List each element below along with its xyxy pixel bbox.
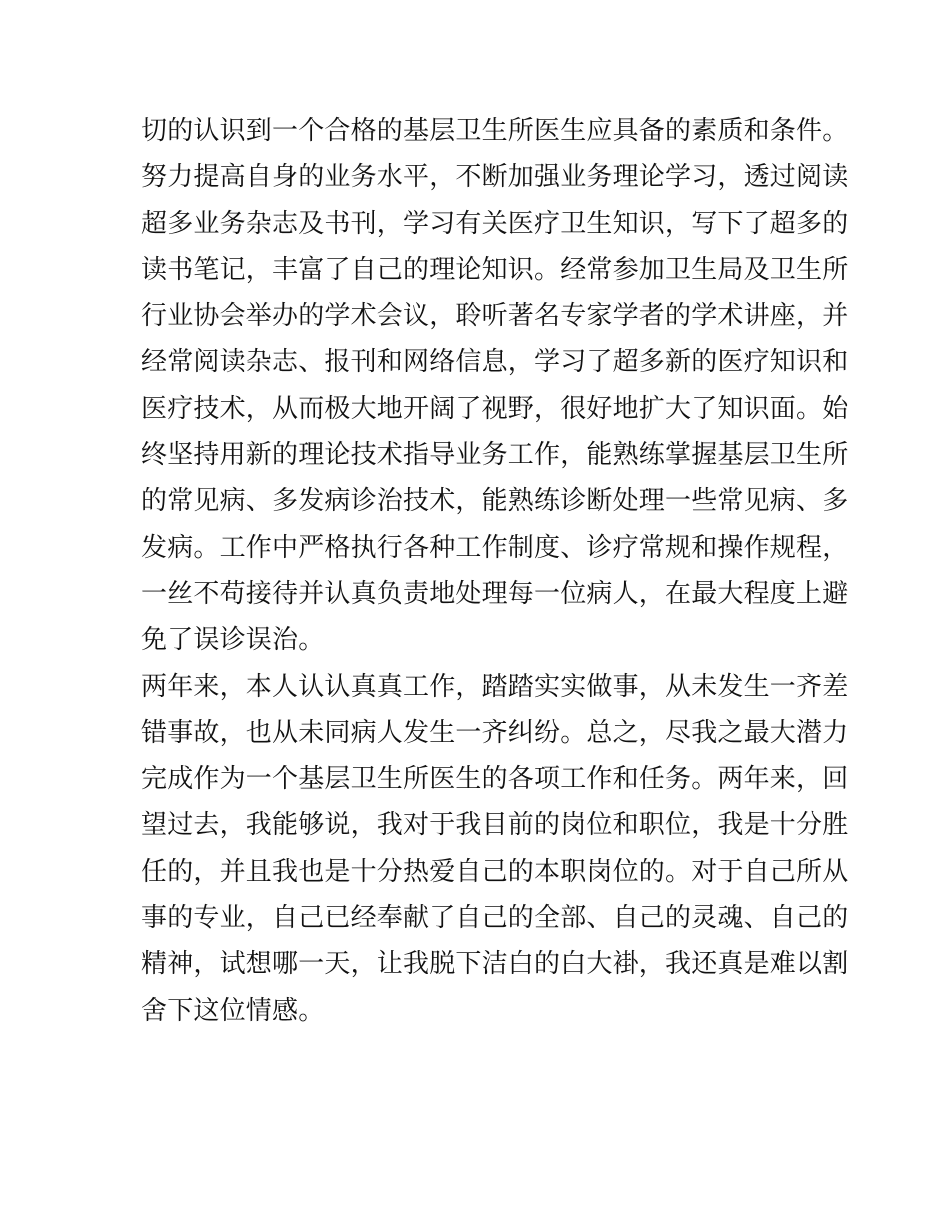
- text-line: 行业协会举办的学术会议，聆听著名专家学者的学术讲座，并: [141, 301, 849, 332]
- text-line: 一丝不苟接待并认真负责地处理每一位病人，在最大程度上避: [141, 578, 849, 609]
- text-line: 免了误诊误治。: [141, 625, 325, 656]
- text-line: 任的，并且我也是十分热爱自己的本职岗位的。对于自己所从: [141, 856, 849, 887]
- text-line: 两年来，本人认认真真工作，踏踏实实做事，从未发生一齐差: [141, 671, 849, 702]
- text-line: 精神，试想哪一天，让我脱下洁白的白大褂，我还真是难以割: [141, 949, 849, 980]
- text-line: 错事故，也从未同病人发生一齐纠纷。总之，尽我之最大潜力: [141, 717, 849, 748]
- body-text: [141, 108, 849, 1034]
- text-line: 经常阅读杂志、报刊和网络信息，学习了超多新的医疗知识和: [141, 347, 849, 378]
- text-line: 终坚持用新的理论技术指导业务工作，能熟练掌握基层卫生所: [141, 440, 849, 471]
- text-line: 望过去，我能够说，我对于我目前的岗位和职位，我是十分胜: [141, 810, 849, 841]
- text-line: 医疗技术，从而极大地开阔了视野，很好地扩大了知识面。始: [141, 393, 849, 424]
- text-line: 切的认识到一个合格的基层卫生所医生应具备的素质和条件。: [141, 116, 849, 146]
- text-line: 事的专业，自己已经奉献了自己的全部、自己的灵魂、自己的: [141, 903, 849, 934]
- text-line: 努力提高自身的业务水平，不断加强业务理论学习，透过阅读: [141, 162, 849, 193]
- text-line: 完成作为一个基层卫生所医生的各项工作和任务。两年来，回: [141, 764, 849, 795]
- text-line: 发病。工作中严格执行各种工作制度、诊疗常规和操作规程，: [141, 532, 849, 563]
- text-line: 超多业务杂志及书刊，学习有关医疗卫生知识，写下了超多的: [141, 208, 849, 239]
- text-line: 舍下这位情感。: [141, 995, 325, 1026]
- text-line: 读书笔记，丰富了自己的理论知识。经常参加卫生局及卫生所: [141, 254, 849, 285]
- text-line: 的常见病、多发病诊治技术，能熟练诊断处理一些常见病、多: [141, 486, 849, 517]
